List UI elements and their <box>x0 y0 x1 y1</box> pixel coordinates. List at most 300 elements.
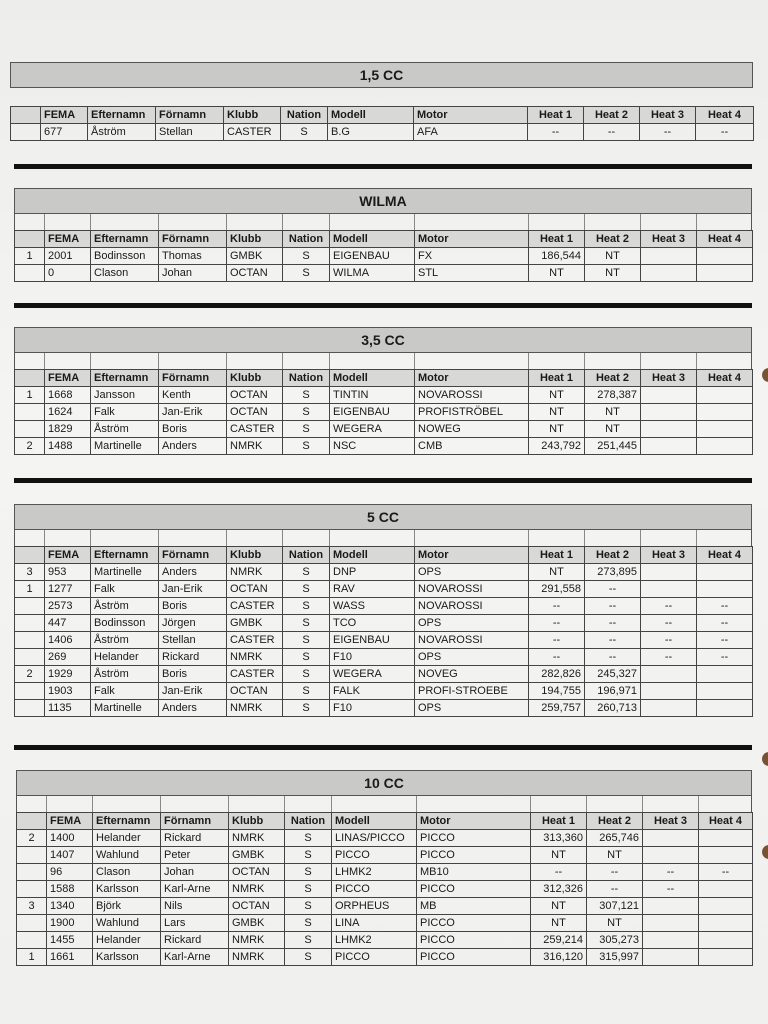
col-heat3: Heat 3 <box>640 107 696 124</box>
col-heat4: Heat 4 <box>697 231 753 248</box>
section-divider <box>14 303 752 308</box>
cell-place <box>15 404 45 421</box>
col-efternamn: Efternamn <box>91 547 159 564</box>
cell-place <box>15 700 45 717</box>
cell-nation: S <box>283 666 330 683</box>
col-fornamn: Förnamn <box>161 813 229 830</box>
cell-efternamn: Helander <box>93 932 161 949</box>
col-nation: Nation <box>283 370 330 387</box>
cell-efternamn: Wahlund <box>93 847 161 864</box>
cell-motor: OPS <box>415 615 529 632</box>
cell-heat3 <box>641 387 697 404</box>
cell-place: 2 <box>15 666 45 683</box>
cell-fema: 1903 <box>45 683 91 700</box>
table-row <box>17 949 753 966</box>
cell-heat3: -- <box>640 124 696 141</box>
cell-place: 1 <box>15 248 45 265</box>
table-row <box>15 700 753 717</box>
class-section-1-5cc <box>10 62 753 141</box>
cell-fema: 447 <box>45 615 91 632</box>
cell-fema: 1340 <box>47 898 93 915</box>
cell-nation: S <box>283 598 330 615</box>
cell-klubb: NMRK <box>227 438 283 455</box>
cell-modell: F10 <box>330 700 415 717</box>
col-fema: FEMA <box>45 547 91 564</box>
cell-heat4 <box>697 248 753 265</box>
cell-fornamn: Jan-Erik <box>159 683 227 700</box>
cell-fema: 1900 <box>47 915 93 932</box>
col-fema: FEMA <box>45 370 91 387</box>
table-row <box>15 564 753 581</box>
results-table <box>14 230 753 282</box>
cell-fema: 1588 <box>47 881 93 898</box>
table-row <box>17 847 753 864</box>
cell-modell: PICCO <box>332 881 417 898</box>
cell-fornamn: Boris <box>159 666 227 683</box>
header-row <box>17 813 753 830</box>
cell-heat4 <box>697 421 753 438</box>
cell-heat1: 186,544 <box>529 248 585 265</box>
col-heat1: Heat 1 <box>529 547 585 564</box>
cell-heat2: NT <box>585 248 641 265</box>
cell-motor: PICCO <box>417 830 531 847</box>
cell-fema: 677 <box>41 124 88 141</box>
cell-motor: PROFI-STROEBE <box>415 683 529 700</box>
cell-modell: B.G <box>328 124 414 141</box>
cell-motor: MB10 <box>417 864 531 881</box>
cell-heat2: -- <box>585 581 641 598</box>
cell-place <box>11 124 41 141</box>
cell-klubb: CASTER <box>227 421 283 438</box>
cell-klubb: OCTAN <box>227 581 283 598</box>
cell-modell: LINA <box>332 915 417 932</box>
cell-fornamn: Anders <box>159 564 227 581</box>
cell-klubb: NMRK <box>229 949 285 966</box>
binder-hole-icon <box>762 845 768 859</box>
cell-motor: OPS <box>415 564 529 581</box>
cell-heat2: -- <box>585 649 641 666</box>
cell-klubb: OCTAN <box>227 265 283 282</box>
cell-heat1: 291,558 <box>529 581 585 598</box>
cell-efternamn: Martinelle <box>91 700 159 717</box>
cell-motor: MB <box>417 898 531 915</box>
cell-heat2: 315,997 <box>587 949 643 966</box>
col-heat2: Heat 2 <box>587 813 643 830</box>
cell-motor: PICCO <box>417 932 531 949</box>
cell-heat3 <box>641 683 697 700</box>
class-section-3-5cc <box>14 327 752 455</box>
class-title: 5 CC <box>14 504 752 530</box>
cell-modell: F10 <box>330 649 415 666</box>
col-fema: FEMA <box>47 813 93 830</box>
cell-heat4 <box>699 915 753 932</box>
col-modell: Modell <box>330 547 415 564</box>
table-row <box>15 421 753 438</box>
cell-place <box>15 649 45 666</box>
cell-heat1: 259,757 <box>529 700 585 717</box>
results-table <box>14 369 753 455</box>
cell-motor: STL <box>415 265 529 282</box>
col-nation: Nation <box>283 547 330 564</box>
cell-motor: AFA <box>414 124 528 141</box>
table-row <box>15 438 753 455</box>
table-row <box>15 248 753 265</box>
col-efternamn: Efternamn <box>88 107 156 124</box>
cell-efternamn: Åström <box>91 666 159 683</box>
col-klubb: Klubb <box>227 547 283 564</box>
cell-fornamn: Kenth <box>159 387 227 404</box>
col-heat4: Heat 4 <box>696 107 754 124</box>
class-section-wilma <box>14 188 752 282</box>
cell-heat2: -- <box>587 881 643 898</box>
cell-heat4 <box>697 387 753 404</box>
cell-heat3: -- <box>641 598 697 615</box>
section-divider <box>14 164 752 169</box>
cell-nation: S <box>285 915 332 932</box>
cell-place <box>17 932 47 949</box>
cell-heat2: NT <box>585 404 641 421</box>
cell-motor: OPS <box>415 700 529 717</box>
cell-heat2: 278,387 <box>585 387 641 404</box>
col-efternamn: Efternamn <box>93 813 161 830</box>
cell-heat4 <box>697 700 753 717</box>
cell-motor: OPS <box>415 649 529 666</box>
cell-place: 1 <box>17 949 47 966</box>
cell-fornamn: Jan-Erik <box>159 581 227 598</box>
cell-klubb: CASTER <box>227 632 283 649</box>
cell-heat3 <box>641 438 697 455</box>
cell-heat2: -- <box>584 124 640 141</box>
cell-heat2: 273,895 <box>585 564 641 581</box>
binder-hole-icon <box>762 752 768 766</box>
col-fornamn: Förnamn <box>159 370 227 387</box>
cell-klubb: OCTAN <box>229 898 285 915</box>
col-heat3: Heat 3 <box>641 231 697 248</box>
spacer-row <box>16 796 752 812</box>
cell-efternamn: Clason <box>91 265 159 282</box>
col-fornamn: Förnamn <box>159 231 227 248</box>
col-klubb: Klubb <box>227 231 283 248</box>
cell-heat4 <box>697 683 753 700</box>
cell-nation: S <box>283 421 330 438</box>
cell-fema: 1661 <box>47 949 93 966</box>
cell-heat3: -- <box>641 649 697 666</box>
cell-klubb: NMRK <box>227 564 283 581</box>
table-row <box>15 387 753 404</box>
cell-heat4 <box>699 949 753 966</box>
cell-fornamn: Rickard <box>159 649 227 666</box>
cell-heat4: -- <box>699 864 753 881</box>
cell-nation: S <box>283 265 330 282</box>
cell-nation: S <box>285 898 332 915</box>
header-row <box>11 107 754 124</box>
section-divider <box>14 745 752 750</box>
cell-modell: EIGENBAU <box>330 404 415 421</box>
cell-heat2: 251,445 <box>585 438 641 455</box>
cell-place: 3 <box>15 564 45 581</box>
table-row <box>15 632 753 649</box>
class-title: 10 CC <box>16 770 752 796</box>
table-row <box>17 932 753 949</box>
cell-fornamn: Thomas <box>159 248 227 265</box>
cell-place: 1 <box>15 387 45 404</box>
cell-klubb: CASTER <box>227 598 283 615</box>
cell-place <box>15 421 45 438</box>
cell-fornamn: Anders <box>159 438 227 455</box>
cell-place <box>15 615 45 632</box>
cell-motor: FX <box>415 248 529 265</box>
col-heat4: Heat 4 <box>697 547 753 564</box>
binder-hole-icon <box>762 368 768 382</box>
cell-fornamn: Johan <box>159 265 227 282</box>
col-heat2: Heat 2 <box>584 107 640 124</box>
cell-fema: 1624 <box>45 404 91 421</box>
cell-fornamn: Karl-Arne <box>161 881 229 898</box>
cell-heat2: NT <box>587 915 643 932</box>
cell-heat4 <box>697 404 753 421</box>
cell-nation: S <box>283 700 330 717</box>
cell-fornamn: Boris <box>159 421 227 438</box>
col-heat3: Heat 3 <box>641 370 697 387</box>
cell-fema: 1277 <box>45 581 91 598</box>
cell-heat3 <box>643 949 699 966</box>
cell-heat2: -- <box>585 615 641 632</box>
cell-efternamn: Björk <box>93 898 161 915</box>
cell-heat3: -- <box>643 881 699 898</box>
cell-nation: S <box>283 404 330 421</box>
cell-fema: 1400 <box>47 830 93 847</box>
cell-heat1: -- <box>529 649 585 666</box>
col-motor: Motor <box>417 813 531 830</box>
cell-heat1: 312,326 <box>531 881 587 898</box>
cell-fornamn: Boris <box>159 598 227 615</box>
table-row <box>17 830 753 847</box>
table-row <box>15 649 753 666</box>
cell-heat1: 194,755 <box>529 683 585 700</box>
cell-klubb: NMRK <box>227 700 283 717</box>
cell-modell: WEGERA <box>330 421 415 438</box>
cell-fema: 1407 <box>47 847 93 864</box>
cell-efternamn: Karlsson <box>93 949 161 966</box>
cell-heat2: -- <box>585 632 641 649</box>
cell-place: 3 <box>17 898 47 915</box>
results-table <box>16 812 753 966</box>
cell-heat1: NT <box>531 847 587 864</box>
cell-motor: NOWEG <box>415 421 529 438</box>
col-place <box>15 231 45 248</box>
class-title: 3,5 CC <box>14 327 752 353</box>
cell-heat2: 260,713 <box>585 700 641 717</box>
cell-fema: 953 <box>45 564 91 581</box>
col-place <box>17 813 47 830</box>
col-heat1: Heat 1 <box>529 370 585 387</box>
cell-efternamn: Bodinsson <box>91 615 159 632</box>
cell-motor: PICCO <box>417 915 531 932</box>
cell-heat1: 243,792 <box>529 438 585 455</box>
col-efternamn: Efternamn <box>91 370 159 387</box>
cell-klubb: OCTAN <box>227 404 283 421</box>
cell-fema: 2573 <box>45 598 91 615</box>
cell-nation: S <box>283 649 330 666</box>
col-motor: Motor <box>415 547 529 564</box>
table-row <box>17 864 753 881</box>
cell-heat3 <box>643 898 699 915</box>
cell-klubb: OCTAN <box>227 683 283 700</box>
cell-heat1: NT <box>531 898 587 915</box>
cell-modell: LHMK2 <box>332 864 417 881</box>
cell-heat4: -- <box>697 632 753 649</box>
cell-modell: DNP <box>330 564 415 581</box>
cell-nation: S <box>285 932 332 949</box>
cell-heat1: NT <box>529 564 585 581</box>
col-heat4: Heat 4 <box>697 370 753 387</box>
class-section-10cc <box>16 770 752 966</box>
cell-nation: S <box>283 438 330 455</box>
col-heat1: Heat 1 <box>529 231 585 248</box>
col-modell: Modell <box>330 231 415 248</box>
cell-heat2: 307,121 <box>587 898 643 915</box>
cell-heat1: NT <box>529 421 585 438</box>
cell-efternamn: Falk <box>91 683 159 700</box>
cell-heat3: -- <box>641 615 697 632</box>
cell-modell: EIGENBAU <box>330 248 415 265</box>
cell-heat2: NT <box>587 847 643 864</box>
header-row <box>15 547 753 564</box>
col-motor: Motor <box>414 107 528 124</box>
class-title: 1,5 CC <box>10 62 753 88</box>
cell-fornamn: Lars <box>161 915 229 932</box>
cell-heat1: 316,120 <box>531 949 587 966</box>
cell-heat1: NT <box>529 265 585 282</box>
col-modell: Modell <box>332 813 417 830</box>
cell-modell: WASS <box>330 598 415 615</box>
col-heat1: Heat 1 <box>531 813 587 830</box>
table-row <box>17 898 753 915</box>
cell-fema: 96 <box>47 864 93 881</box>
cell-heat4: -- <box>697 615 753 632</box>
cell-fornamn: Peter <box>161 847 229 864</box>
cell-efternamn: Helander <box>91 649 159 666</box>
cell-fornamn: Karl-Arne <box>161 949 229 966</box>
cell-efternamn: Clason <box>93 864 161 881</box>
cell-heat2: NT <box>585 421 641 438</box>
cell-place <box>15 632 45 649</box>
cell-place <box>15 265 45 282</box>
cell-place <box>17 915 47 932</box>
col-klubb: Klubb <box>229 813 285 830</box>
cell-motor: PICCO <box>417 881 531 898</box>
cell-nation: S <box>283 615 330 632</box>
cell-heat4 <box>699 847 753 864</box>
cell-klubb: GMBK <box>229 847 285 864</box>
cell-fornamn: Stellan <box>159 632 227 649</box>
cell-modell: WEGERA <box>330 666 415 683</box>
cell-klubb: NMRK <box>227 649 283 666</box>
cell-heat3: -- <box>641 632 697 649</box>
col-motor: Motor <box>415 370 529 387</box>
cell-heat1: -- <box>529 615 585 632</box>
cell-heat4: -- <box>696 124 754 141</box>
cell-modell: WILMA <box>330 265 415 282</box>
cell-heat3 <box>643 915 699 932</box>
cell-efternamn: Åström <box>91 632 159 649</box>
col-fornamn: Förnamn <box>156 107 224 124</box>
cell-motor: PROFISTRÖBEL <box>415 404 529 421</box>
cell-place <box>15 683 45 700</box>
cell-efternamn: Åström <box>91 421 159 438</box>
cell-fema: 1929 <box>45 666 91 683</box>
table-row <box>15 598 753 615</box>
cell-motor: NOVAROSSI <box>415 598 529 615</box>
cell-nation: S <box>285 864 332 881</box>
table-row <box>15 615 753 632</box>
cell-fema: 1668 <box>45 387 91 404</box>
cell-heat3 <box>641 666 697 683</box>
results-table <box>10 106 754 141</box>
col-fema: FEMA <box>45 231 91 248</box>
cell-fema: 1135 <box>45 700 91 717</box>
col-heat2: Heat 2 <box>585 547 641 564</box>
cell-modell: PICCO <box>332 847 417 864</box>
col-heat1: Heat 1 <box>528 107 584 124</box>
cell-fornamn: Rickard <box>161 830 229 847</box>
cell-fornamn: Stellan <box>156 124 224 141</box>
cell-klubb: OCTAN <box>229 864 285 881</box>
cell-heat4 <box>697 666 753 683</box>
cell-efternamn: Wahlund <box>93 915 161 932</box>
cell-heat3 <box>643 847 699 864</box>
cell-klubb: CASTER <box>224 124 281 141</box>
col-heat3: Heat 3 <box>641 547 697 564</box>
cell-heat2: 245,327 <box>585 666 641 683</box>
cell-klubb: GMBK <box>227 248 283 265</box>
cell-efternamn: Falk <box>91 581 159 598</box>
cell-heat3 <box>643 932 699 949</box>
cell-nation: S <box>283 683 330 700</box>
cell-heat1: 282,826 <box>529 666 585 683</box>
cell-heat1: -- <box>529 598 585 615</box>
cell-heat3 <box>641 404 697 421</box>
cell-nation: S <box>285 949 332 966</box>
cell-heat1: NT <box>529 404 585 421</box>
cell-heat3 <box>641 564 697 581</box>
cell-motor: CMB <box>415 438 529 455</box>
table-row <box>15 666 753 683</box>
cell-klubb: GMBK <box>227 615 283 632</box>
cell-efternamn: Åström <box>88 124 156 141</box>
table-row <box>15 581 753 598</box>
cell-efternamn: Jansson <box>91 387 159 404</box>
cell-efternamn: Åström <box>91 598 159 615</box>
cell-place <box>17 881 47 898</box>
cell-efternamn: Falk <box>91 404 159 421</box>
cell-motor: NOVAROSSI <box>415 387 529 404</box>
cell-heat4 <box>699 932 753 949</box>
section-divider <box>14 478 752 483</box>
cell-heat1: -- <box>531 864 587 881</box>
cell-heat4 <box>699 898 753 915</box>
class-title: WILMA <box>14 188 752 214</box>
cell-fema: 0 <box>45 265 91 282</box>
col-heat2: Heat 2 <box>585 231 641 248</box>
cell-fornamn: Jan-Erik <box>159 404 227 421</box>
cell-modell: LHMK2 <box>332 932 417 949</box>
cell-heat4 <box>699 881 753 898</box>
spacer-row <box>14 214 752 230</box>
cell-efternamn: Martinelle <box>91 438 159 455</box>
cell-heat2: NT <box>585 265 641 282</box>
col-nation: Nation <box>283 231 330 248</box>
